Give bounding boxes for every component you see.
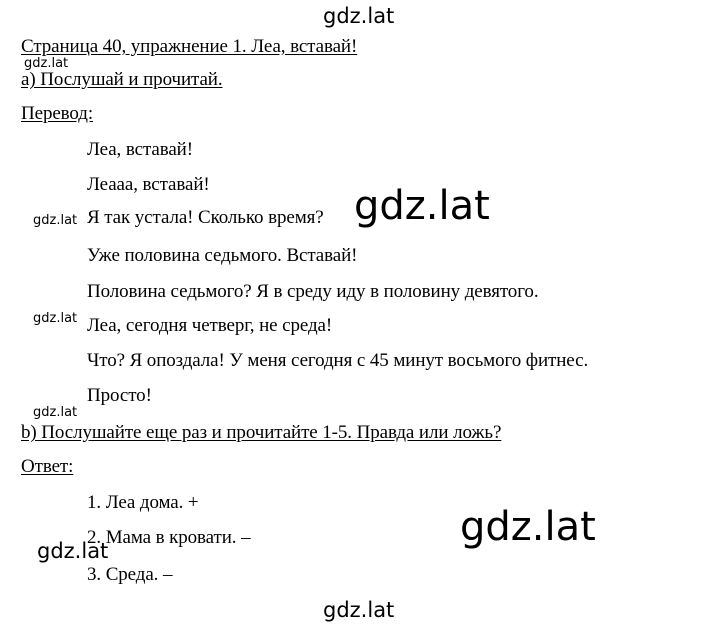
dialogue-line: Леа, сегодня четверг, не среда! [87, 315, 333, 336]
page-heading: Страница 40, упражнение 1. Леа, вставай! [21, 36, 358, 57]
dialogue-line: Половина седьмого? Я в среду иду в половину девятого. [87, 281, 539, 302]
watermark-small-3: gdz.lat [33, 311, 78, 326]
translation-label: Перевод: [21, 103, 94, 124]
dialogue-line: Я так устала! Сколько время? [87, 207, 324, 228]
watermark-small-4: gdz.lat [33, 405, 78, 420]
watermark-left-bottom: gdz.lat [37, 539, 109, 563]
task-a-heading: а) Послушай и прочитай. [21, 69, 223, 90]
watermark-bottom: gdz.lat [323, 598, 395, 622]
watermark-small-2: gdz.lat [33, 213, 78, 228]
dialogue-line: Леааа, вставай! [87, 174, 210, 195]
answer-item: 3. Среда. – [87, 564, 173, 585]
answer-item: 2. Мама в кровати. – [87, 527, 251, 548]
dialogue-line: Что? Я опоздала! У меня сегодня с 45 минут восьмого фитнес. [87, 350, 589, 371]
answer-label: Ответ: [21, 456, 74, 477]
watermark-large-1: gdz.lat [354, 183, 490, 229]
watermark-small-1: gdz.lat [24, 56, 69, 71]
answer-item: 1. Леа дома. + [87, 492, 199, 513]
watermark-top: gdz.lat [323, 4, 395, 28]
dialogue-line: Леа, вставай! [87, 139, 193, 160]
task-b-heading: b) Послушайте еще раз и прочитайте 1-5. Правда или ложь? [21, 422, 502, 443]
watermark-large-2: gdz.lat [460, 504, 596, 550]
dialogue-line: Уже половина седьмого. Вставай! [87, 245, 358, 266]
dialogue-line: Просто! [87, 385, 152, 406]
